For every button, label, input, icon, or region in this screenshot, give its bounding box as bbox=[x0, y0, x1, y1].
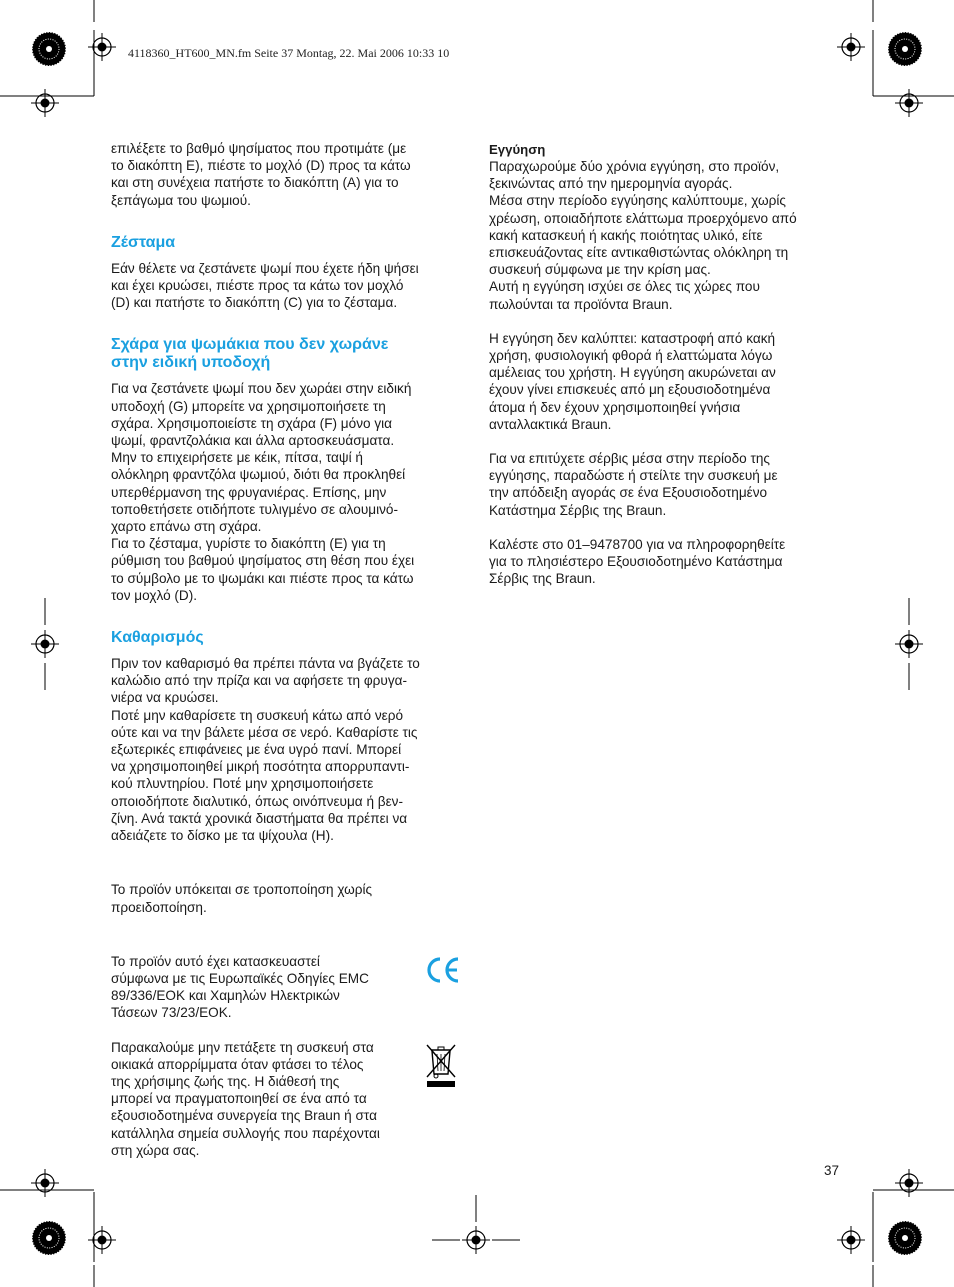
warranty-paragraph-4: Καλέστε στο 01–9478700 για να πληροφορηθείτε για το πλησιέστερο Εξουσιοδοτημένο Κατάστημα Σέρβις της Braun. bbox=[489, 536, 786, 587]
intro-paragraph: επιλέξετε το βαθμό ψησίματος που προτιμάτε (με το διακόπτη Ε), πιέστε το μοχλό (D) προς τα κάτω και στη συνέχεια πατήστε το διακόπτη (Α) για το ξεπάγωμα του ψωμιού. bbox=[111, 141, 411, 208]
ce-mark-icon bbox=[425, 955, 461, 985]
cleaning-paragraph: Πριν τον καθαρισμό θα πρέπει πάντα να βγάζετε το καλώδιο από την πρίζα και να αφήσετε τη φρυγα- νιέρα να κρυώσει. Ποτέ μην καθαρίσετε τη συσκευή κάτω από νερό ούτε και να την βάλετε μέσα σε νερό. Καθαρίστε τις εξωτερικές επιφάνειες με ένα υγρό πανί. Μπορεί να χρησιμοποιηθεί μικρή ποσότητα απορρυπαντι- κού πλυντηρίου. Ποτέ μην χρησιμοποιήσετε οποιοδήποτε διαλυτικό, όπως οινόπνευμα ή βεν- ζίνη. Ανά τακτά χρονικά διαστήματα θα πρέπει να αδειάζετε το δίσκο με τα ψίχουλα (Η). bbox=[111, 656, 420, 844]
disposal-notice-block bbox=[111, 1039, 461, 1159]
warranty-paragraph-3: Για να επιτύχετε σέρβις μέσα στην περίοδο της εγγύησης, παραδώστε ή στείλτε την συσκευή με την απόδειξη αγοράς σε ένα Εξουσιοδοτημένο Κατάστημα Σέρβις της Braun. bbox=[489, 451, 778, 518]
ce-notice: Το προϊόν αυτό έχει κατασκευαστεί σύμφωνα με τις Ευρωπαϊκές Οδηγίες EMC 89/336/ΕΟΚ και Χαμηλών Ηλεκτρικών Τάσεων 73/23/ΕΟΚ. bbox=[111, 953, 369, 1021]
warranty-paragraph-2: Η εγγύηση δεν καλύπτει: καταστροφή από κακή χρήση, φυσιολογική φθορά ή ελαττώματα λόγω αμέλειας του χρήστη. Η εγγύηση ακυρώνεται αν έχουν γίνει επισκευές από μη εξουσιοδοτημένα άτομα ή δεν έχουν χρησιμοποιηθεί γνήσια ανταλλακτικά Braun. bbox=[489, 330, 776, 432]
rack-paragraph: Για να ζεστάνετε ψωμί που δεν χωράει στην ειδική υποδοχή (G) μπορείτε να χρησιμοποιήσετε τη σχάρα. Χρησιμοποιείστε τη σχάρα (F) μόνο για ψωμί, φραντζολάκια και άλλα αρτοσκευάσματα. Μην το επιχειρήσετε με κέικ, πίτσα, ταψί ή ολόκληρη φραντζόλα ψωμιού, διότι θα προκληθεί υπερθέρμανση της φρυγανιέρας. Επίσης, μην τοποθετήσετε οτιδήποτε τυλιγμένο σε αλουμινό- χαρτο επάνω στη σχάρα. Για το ζέσταμα, γυρίστε το διακόπτη (Ε) για τη ρύθμιση του βαθμού ψησίματος στη θέση που έχει το σύμβολο με το ψωμάκι και πιέστε προς τα κάτω τον μοχλό (D). bbox=[111, 381, 415, 603]
crossed-out-bin-icon bbox=[423, 1041, 459, 1089]
section-title-cleaning: Καθαρισμός bbox=[111, 629, 204, 647]
right-column bbox=[489, 141, 841, 587]
modification-notice: Το προϊόν υπόκειται σε τροποποίηση χωρίς προειδοποίηση. bbox=[111, 882, 373, 915]
print-header: 4118360_HT600_MN.fm Seite 37 Montag, 22. Mai 2006 10:33 10 bbox=[128, 46, 450, 60]
section-title-warming: Ζέσταμα bbox=[111, 233, 176, 251]
section-title-rack: Σχάρα για ψωμάκια που δεν χωράνε στην ειδική υποδοχή bbox=[111, 336, 389, 372]
disposal-notice: Παρακαλούμε μην πετάξετε τη συσκευή στα οικιακά απορρίμματα όταν φτάσει το τέλος της χρήσιμης ζωής της. Η διάθεσή της μπορεί να πραγματοποιηθεί σε ένα από τα εξουσιοδοτημένα συνεργεία της Braun ή στα κατάλληλα σημεία συλλογής που παρέχονται στη χώρα σας. bbox=[111, 1039, 380, 1158]
page-number: 37 bbox=[824, 1163, 840, 1178]
section-title-warranty: Εγγύηση bbox=[489, 142, 546, 157]
left-column bbox=[111, 140, 461, 1159]
ce-notice-block bbox=[111, 953, 461, 1022]
warranty-paragraph-1: Παραχωρούμε δύο χρόνια εγγύηση, στο προϊόν, ξεκινώντας από την ημερομηνία αγοράς. Μέσα στην περίοδο εγγύησης καλύπτουμε, χωρίς χρέωση, οποιαδήποτε ελάττωμα προερχόμενο από κακή κατασκευή ή κακής ποιότητας υλικό, είτε επισκευάζοντας είτε αντικαθιστώντας ολόκληρη τη συσκευή σύμφωνα με την κρίση μας. Αυτή η εγγύηση ισχύει σε όλες τις χώρες που πωλούνται τα προϊόντα Braun. bbox=[489, 159, 797, 312]
warming-paragraph: Εάν θέλετε να ζεστάνετε ψωμί που έχετε ήδη ψήσει και έχει κρυώσει, πιέστε προς τα κάτω τον μοχλό (D) και πατήστε το διακόπτη (C) για το ζέσταμα. bbox=[111, 260, 419, 311]
